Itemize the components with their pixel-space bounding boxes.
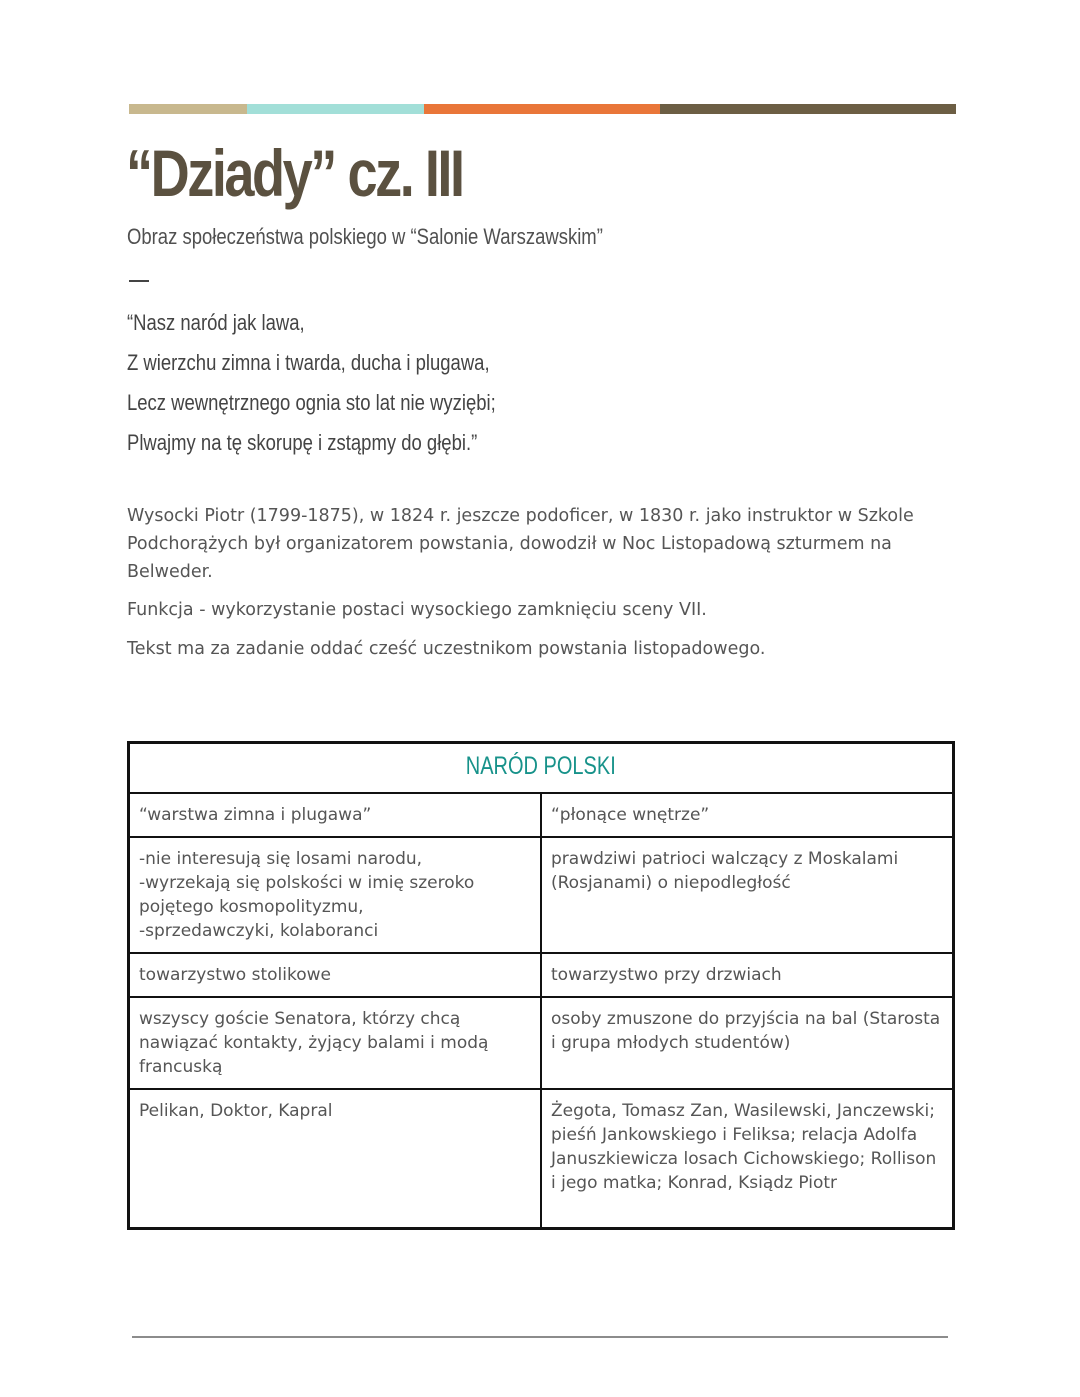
page-subtitle: Obraz społeczeństwa polskiego w “Salonie Warszawskim” bbox=[127, 224, 603, 249]
table-header-text: NARÓD POLSKI bbox=[465, 752, 617, 780]
cell-text: Żegota, Tomasz Zan, Wasilewski, Janczewski; pieśń Jankowskiego i Feliksa; relacja Adolfa Januszkiewicza losach Cichowskiego; Rollison i jego matka; Konrad, Ksiądz Piotr bbox=[551, 1101, 937, 1193]
quote-line: Plwajmy na tę skorupę i zstąpmy do głębi.” bbox=[127, 430, 478, 455]
paragraph-purpose: Tekst ma za zadanie oddać cześć uczestnikom powstania listopadowego. bbox=[127, 639, 766, 659]
decorative-color-bar bbox=[129, 104, 956, 114]
cell-text: -sprzedawczyki, kolaboranci bbox=[139, 921, 379, 941]
cell-text: towarzystwo przy drzwiach bbox=[551, 965, 782, 985]
quote-line: Z wierzchu zimna i twarda, ducha i plugawa, bbox=[127, 350, 490, 375]
table-row bbox=[129, 793, 954, 837]
table-row bbox=[129, 1089, 954, 1229]
color-bar-segment-orange bbox=[424, 104, 660, 114]
table-cell-right bbox=[541, 953, 954, 997]
cell-text: wszyscy goście Senatora, którzy chcą nawiązać kontakty, żyjący balami i modą francuską bbox=[139, 1009, 489, 1077]
quote-line: “Nasz naród jak lawa, bbox=[127, 310, 305, 335]
table-cell-right bbox=[541, 793, 954, 837]
color-bar-segment-aqua bbox=[247, 104, 424, 114]
table-cell-right bbox=[541, 1089, 954, 1229]
color-bar-segment-tan bbox=[129, 104, 247, 114]
cell-text: -nie interesują się losami narodu, bbox=[139, 849, 423, 869]
divider-dash bbox=[129, 280, 149, 282]
footer-rule bbox=[132, 1336, 948, 1338]
table-cell-left bbox=[129, 837, 542, 953]
table-header-cell bbox=[129, 743, 954, 794]
quote-line: Lecz wewnętrznego ognia sto lat nie wyziębi; bbox=[127, 390, 496, 415]
cell-text: prawdziwi patrioci walczący z Moskalami (Rosjanami) o niepodległość bbox=[551, 849, 899, 893]
table-row bbox=[129, 837, 954, 953]
table-row bbox=[129, 953, 954, 997]
cell-text: towarzystwo stolikowe bbox=[139, 965, 331, 985]
cell-text: “płonące wnętrze” bbox=[551, 805, 710, 825]
table-cell-left bbox=[129, 793, 542, 837]
table-cell-left bbox=[129, 997, 542, 1089]
table-cell-right bbox=[541, 837, 954, 953]
cell-text: “warstwa zimna i plugawa” bbox=[139, 805, 372, 825]
table-cell-left bbox=[129, 953, 542, 997]
paragraph-wysocki: Wysocki Piotr (1799-1875), w 1824 r. jeszcze podoficer, w 1830 r. jako instruktor w Szkole Podchorążych był organizatorem powstania, dowodził w Noc Listopadową szturmem na Belweder. bbox=[127, 506, 914, 582]
cell-text: osoby zmuszone do przyjścia na bal (Starosta i grupa młodych studentów) bbox=[551, 1009, 941, 1053]
color-bar-segment-brown bbox=[660, 104, 956, 114]
cell-text: -wyrzekają się polskości w imię szeroko pojętego kosmopolityzmu, bbox=[139, 873, 475, 917]
table-cell-right bbox=[541, 997, 954, 1089]
table-cell-left bbox=[129, 1089, 542, 1229]
table-row bbox=[129, 997, 954, 1089]
page-title: “Dziady” cz. III bbox=[126, 136, 463, 210]
paragraph-function: Funkcja - wykorzystanie postaci wysockiego zamknięciu sceny VII. bbox=[127, 600, 707, 620]
table-header-row bbox=[129, 743, 954, 794]
comparison-table bbox=[127, 741, 955, 1230]
poem-quote bbox=[127, 308, 566, 468]
cell-text: Pelikan, Doktor, Kapral bbox=[139, 1101, 333, 1121]
